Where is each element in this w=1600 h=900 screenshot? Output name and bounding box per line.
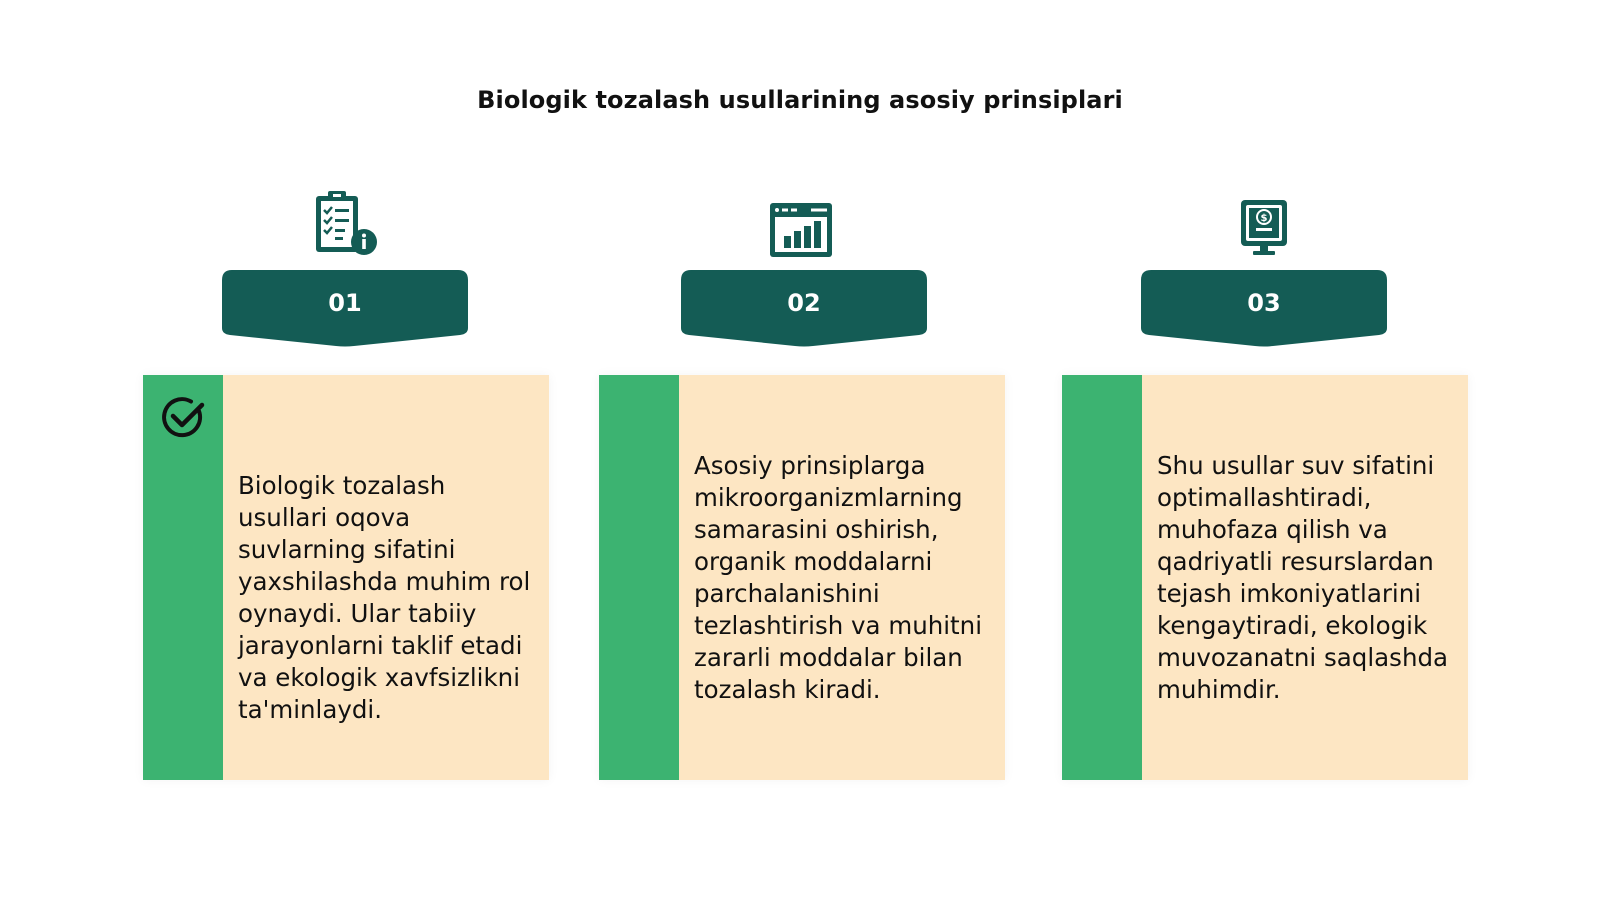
principle-card-02 xyxy=(599,375,1005,780)
card-stripe xyxy=(1062,375,1142,780)
step-badge-03 xyxy=(1141,270,1387,352)
step-number: 03 xyxy=(1247,289,1281,317)
step-number: 01 xyxy=(328,289,362,317)
principle-card-03 xyxy=(1062,375,1468,780)
card-text: Shu usullar suv sifatini optimallashtiradi, muhofaza qilish va qadriyatli resurslardan tejash imkoniyatlarini kengaytiradi, ekologik muvozanatni saqlashda muhimdir. xyxy=(1142,375,1468,780)
step-badge-02 xyxy=(681,270,927,352)
monitor-dollar-icon xyxy=(1239,199,1289,257)
check-circle-icon xyxy=(161,395,207,445)
card-text: Biologik tozalash usullari oqova suvlarning sifatini yaxshilashda muhim rol oynaydi. Ular tabiiy jarayonlarni taklif etadi va ekologik xavfsizlikni ta'minlaydi. xyxy=(223,375,549,780)
card-text: Asosiy prinsiplarga mikroorganizmlarning samarasini oshirish, organik moddalarni parchalanishini tezlashtirish va muhitni zararli moddalar bilan tozalash kiradi. xyxy=(679,375,1005,780)
page-title: Biologik tozalash usullarining asosiy prinsiplari xyxy=(477,86,1123,114)
principle-card-01 xyxy=(143,375,549,780)
browser-bar-chart-icon xyxy=(769,202,833,258)
step-number: 02 xyxy=(787,289,821,317)
clipboard-checklist-info-icon xyxy=(313,190,379,258)
svg-text:$: $ xyxy=(1260,213,1268,224)
card-stripe xyxy=(143,375,223,780)
step-badge-01 xyxy=(222,270,468,352)
card-stripe xyxy=(599,375,679,780)
